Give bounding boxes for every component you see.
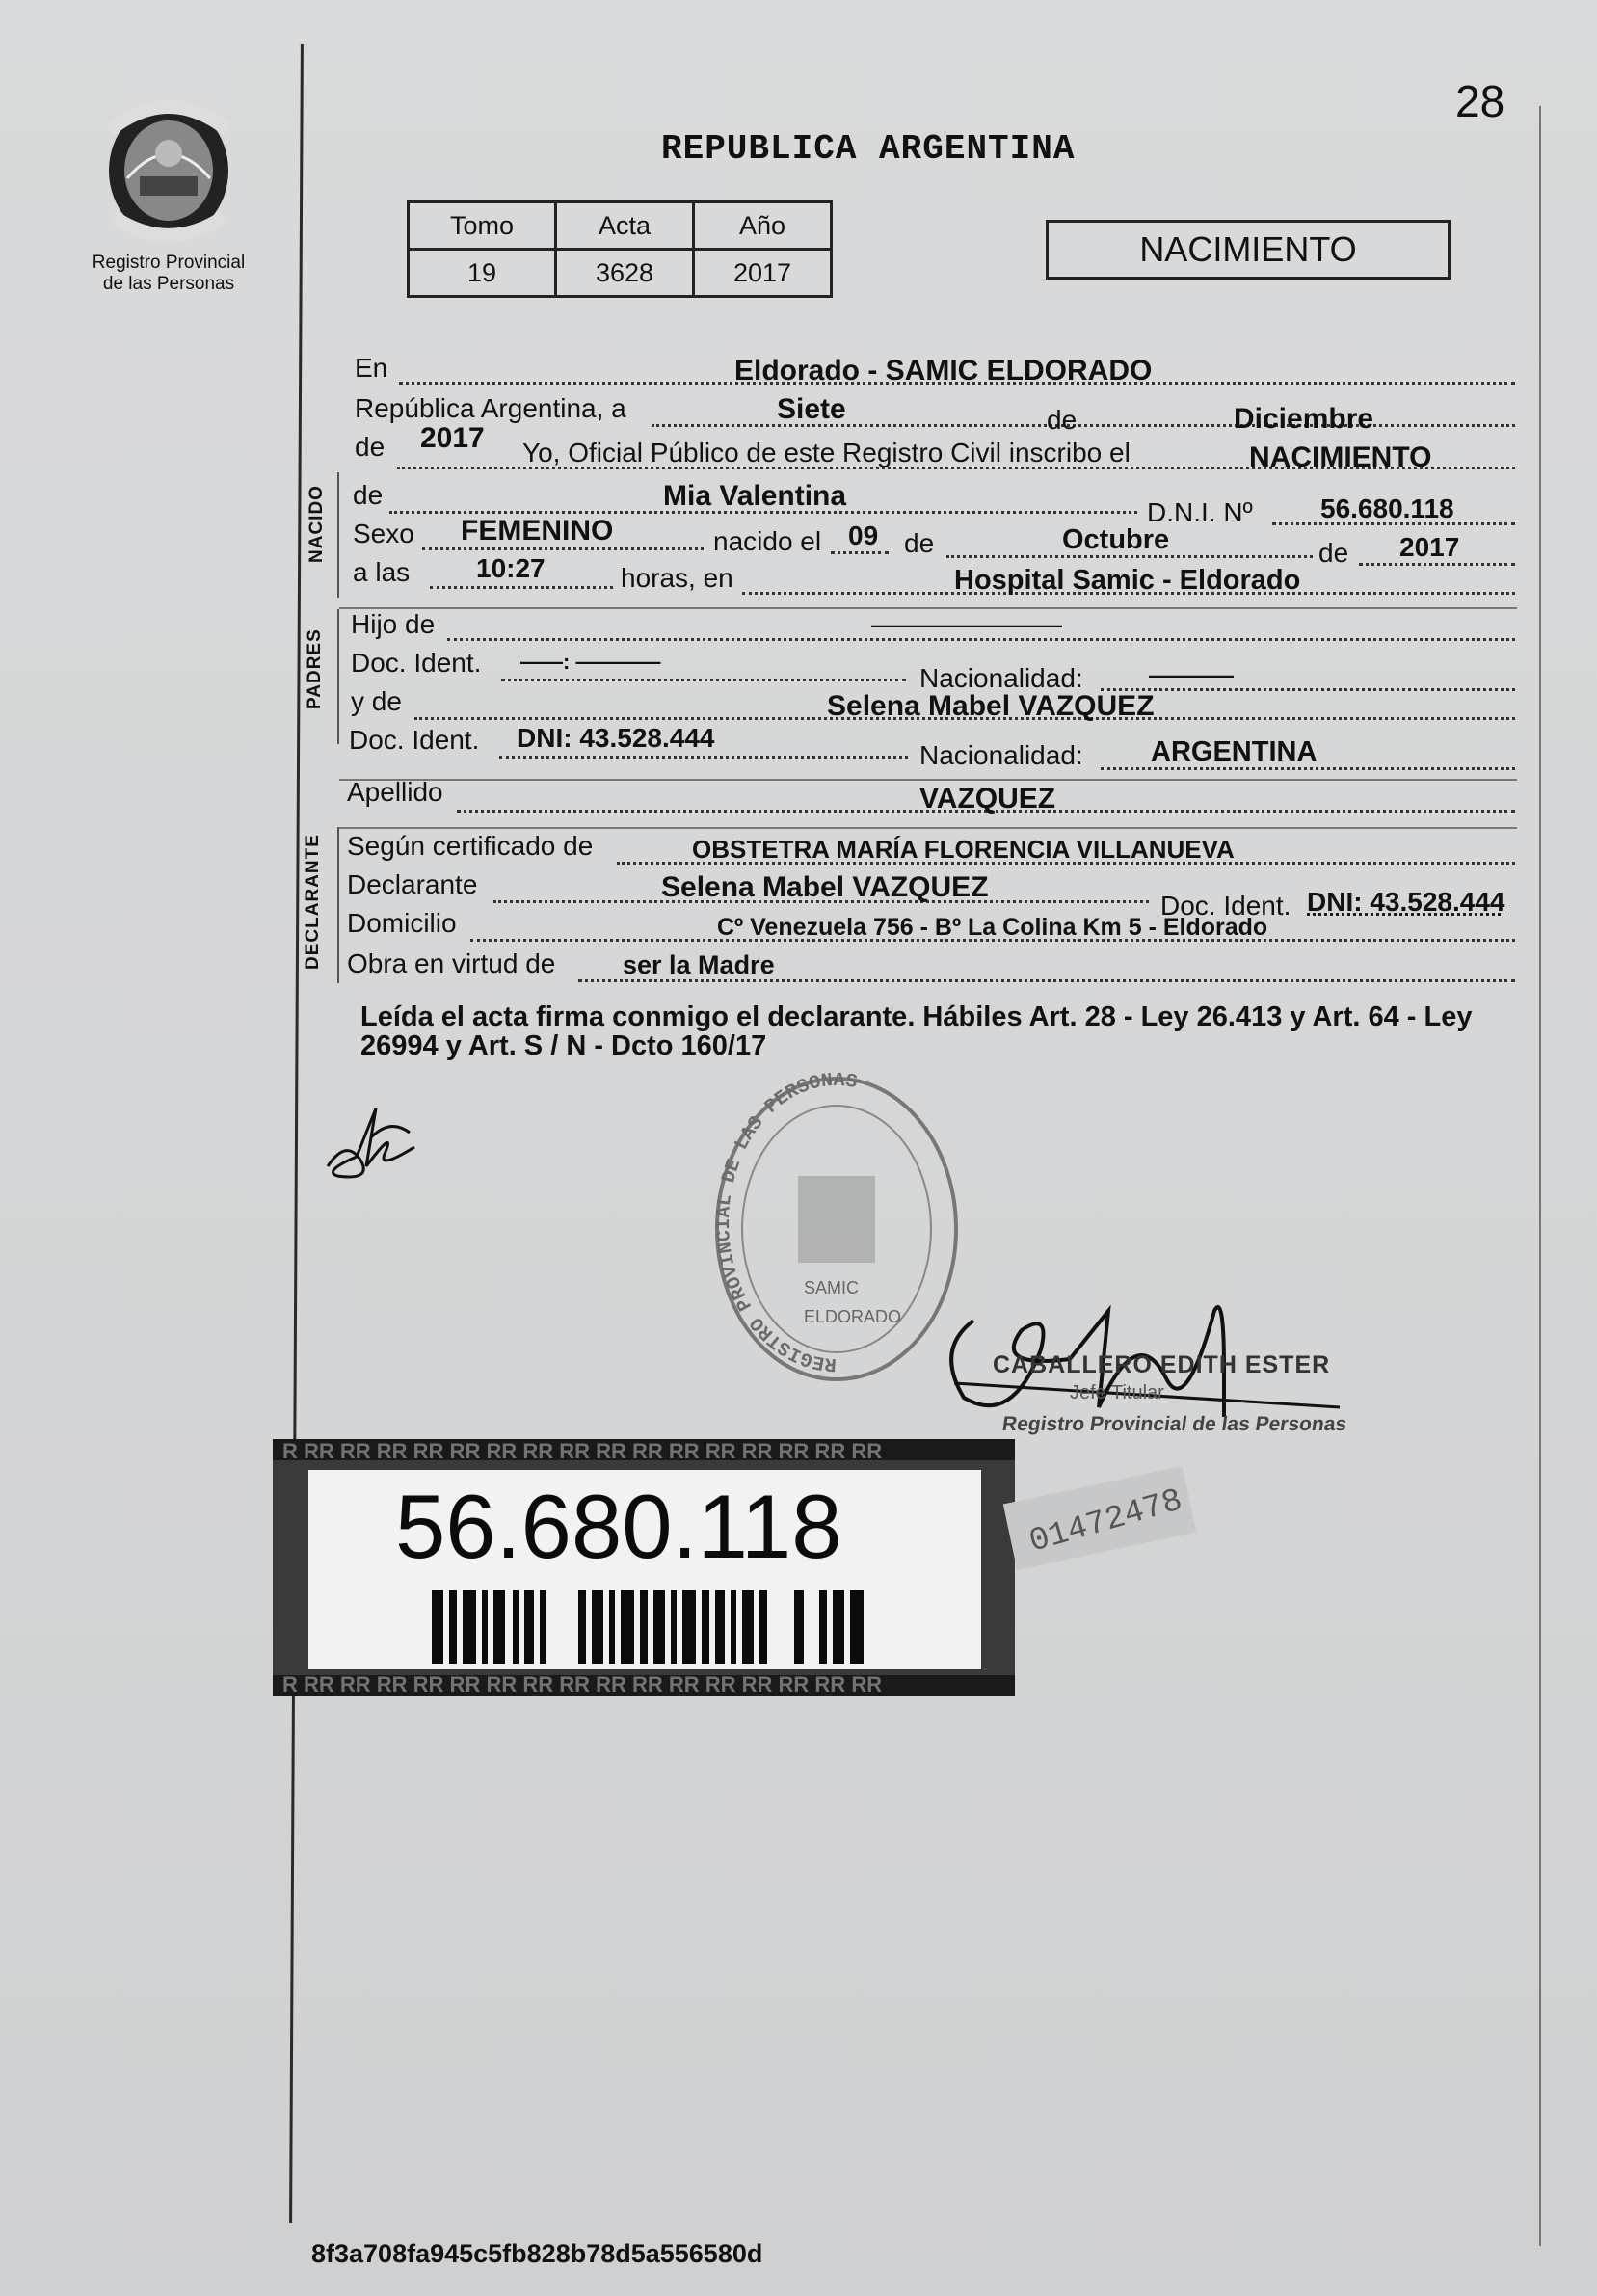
father-nationality-value: ———— [1149,663,1234,687]
birth-de-label-2: de [1318,538,1349,568]
serial-number: 01472478 [1025,1482,1187,1562]
year-prefix-label: de [355,432,386,462]
logo-caption-line2: de las Personas [102,274,235,294]
dotted-line [499,756,908,759]
right-margin-rule [1539,106,1541,2246]
section-divider [339,827,1517,829]
reference-table [407,200,833,298]
section-label-declarante: DECLARANTE [303,834,323,970]
dotted-line [447,638,1515,641]
doc-ident-label-2: Doc. Ident. [349,725,480,755]
document-hash: 8f3a708fa945c5fb828b78d5a556580d [311,2239,763,2268]
certificado-label: Según certificado de [347,831,594,861]
official-registry-stamp [711,1070,962,1388]
page-number: 28 [1455,76,1505,126]
tomo-header: Tomo [409,202,556,250]
father-name-value: ————————— [871,613,1062,637]
doc-ident-label: Doc. Ident. [351,648,482,678]
declarant-signature [318,1099,424,1186]
section-label-padres: PADRES [305,628,325,709]
dni-barcode [432,1590,875,1664]
official-title: Jefe Titular [1070,1382,1164,1403]
birth-place-value: Hospital Samic - Eldorado [954,565,1301,596]
section-divider [339,779,1517,781]
place-value: Eldorado - SAMIC ELDORADO [734,355,1153,387]
dotted-line [1359,563,1515,566]
en-label: En [355,353,388,383]
misiones-coat-of-arms-logo [96,92,241,246]
newborn-dni-value: 56.680.118 [1320,494,1454,523]
dotted-line [501,679,906,681]
domicilio-label: Domicilio [347,908,457,938]
svg-text:R RR RR RR RR RR RR RR RR RR R: R RR RR RR RR RR RR RR RR RR RR RR RR RR RR RR RR [282,1439,883,1463]
birth-time-value: 10:27 [476,553,546,583]
declarant-doc-value: DNI: 43.528.444 [1307,887,1505,917]
logo-caption [67,253,270,295]
document-kind-box: NACIMIENTO [1046,220,1451,280]
birth-year-value: 2017 [1399,532,1460,562]
official-name: CABALLERO EDITH ESTER [993,1351,1331,1378]
birth-de-label: de [904,528,935,558]
apellido-value: VAZQUEZ [919,783,1056,814]
y-de-label: y de [351,686,402,716]
sexo-value: FEMENINO [461,515,614,547]
horas-label: horas, en [621,563,733,593]
obra-label: Obra en virtud de [347,948,556,978]
mother-doc-value: DNI: 43.528.444 [517,723,715,753]
doc-ident-label-3: Doc. Ident. [1160,891,1291,921]
declarant-name-value: Selena Mabel VAZQUEZ [661,871,989,903]
day-words-value: Siete [777,393,846,425]
newborn-name-value: Mia Valentina [663,480,847,512]
officer-text: Yo, Oficial Público de este Registro Civil inscribo el [522,438,1131,467]
svg-text:R RR RR RR RR RR RR RR RR RR R: R RR RR RR RR RR RR RR RR RR RR RR RR RR RR RR RR [282,1672,883,1696]
stamp-ring-text: REGISTRO PROVINCIAL DE LAS PERSONAS [713,1070,860,1375]
declarante-label: Declarante [347,869,478,899]
dni-sticker-number: 56.680.118 [395,1476,842,1577]
dotted-line [831,551,889,554]
stamp-center-text-1: SAMIC [804,1278,860,1297]
dotted-line [422,547,704,550]
dni-label: D.N.I. Nº [1147,497,1253,527]
nacionalidad-label-2: Nacionalidad: [919,740,1083,770]
sexo-label: Sexo [353,519,414,548]
de-label: de [1047,405,1078,435]
act-type-value: NACIMIENTO [1249,441,1432,473]
left-margin-rule [289,44,304,2223]
section-divider [339,607,1517,609]
dotted-line [430,586,613,589]
nacionalidad-label: Nacionalidad: [919,663,1083,693]
obra-value: ser la Madre [623,950,775,979]
republica-label: República Argentina, a [355,393,626,423]
mother-nationality-value: ARGENTINA [1151,736,1318,767]
domicilio-value: Cº Venezuela 756 - Bº La Colina Km 5 - Eldorado [717,914,1268,941]
acta-value: 3628 [556,250,694,297]
father-doc-value: ——: ———— [520,650,661,674]
hijo-de-label: Hijo de [351,609,436,639]
birth-month-value: Octubre [1062,524,1170,555]
ano-value: 2017 [694,250,832,297]
nacido-el-label: nacido el [713,526,822,556]
acta-header: Acta [556,202,694,250]
tomo-value: 19 [409,250,556,297]
birth-day-value: 09 [848,521,879,550]
section-label-nacido: NACIDO [306,485,327,563]
year-value: 2017 [420,422,485,454]
mother-name-value: Selena Mabel VAZQUEZ [827,690,1155,722]
certificate-value: OBSTETRA MARÍA FLORENCIA VILLANUEVA [692,835,1235,864]
signing-statement: Leída el acta firma conmigo el declarante. Hábiles Art. 28 - Ley 26.413 y Art. 64 - Ley 26994 y Art. S / N - Dcto 160/17 [360,1001,1473,1061]
section-rule [337,827,339,983]
nacido-de-label: de [353,480,384,510]
stamp-center-text-2: ELDORADO [804,1307,902,1326]
section-rule [337,609,339,744]
official-organization: Registro Provincial de las Personas [1000,1413,1348,1435]
logo-caption-line1: Registro Provincial [92,253,246,273]
a-las-label: a las [353,557,411,587]
section-rule [337,472,339,598]
month-value: Diciembre [1234,403,1374,435]
ano-header: Año [694,202,832,250]
dotted-line [1101,688,1515,691]
document-title: REPUBLICA ARGENTINA [661,129,1076,169]
reference-header-row [409,202,832,250]
apellido-label: Apellido [347,777,443,807]
reference-value-row [409,250,832,297]
